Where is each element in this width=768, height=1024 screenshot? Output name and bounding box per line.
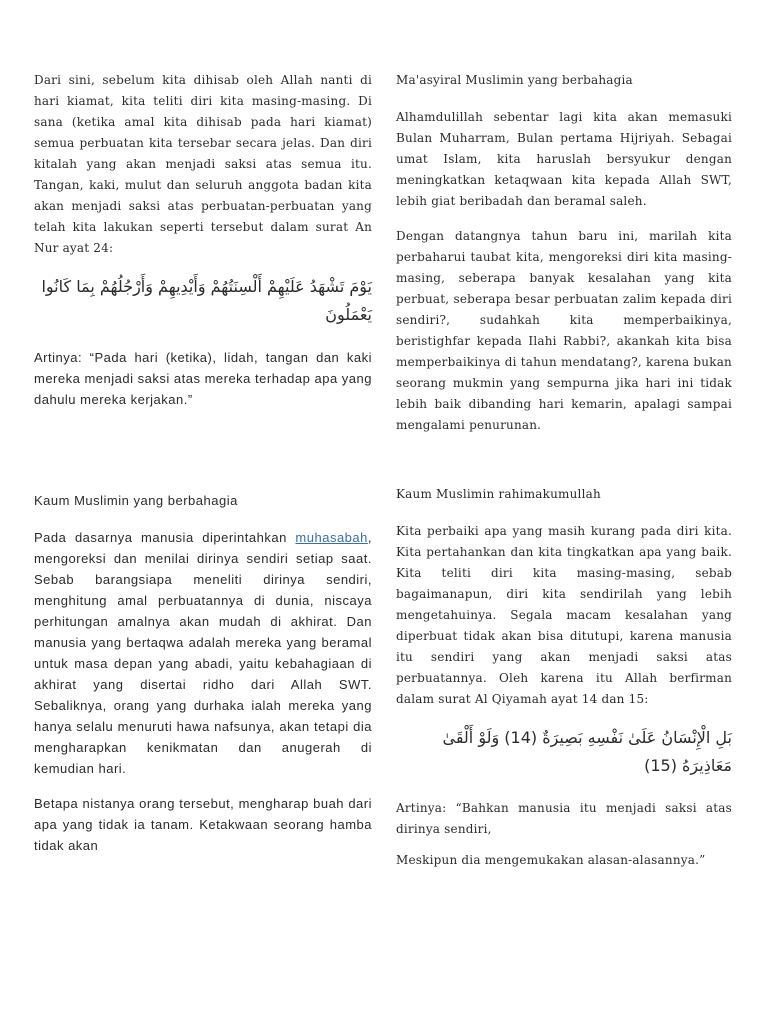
left-bottom-column	[34, 490, 372, 870]
right-bottom-column	[396, 484, 732, 885]
muhasabah-paragraph-start: Pada dasarnya manusia diperintahkan	[34, 530, 296, 545]
al-qiyamah-translation-1: Artinya: “Bahkan manusia itu menjadi saksi atas dirinya sendiri,	[396, 801, 732, 836]
right-top-column	[396, 70, 732, 450]
perbaiki-paragraph: Kita perbaiki apa yang masih kurang pada diri kita. Kita pertahankan dan kita tingkatkan apa yang baik. Kita teliti diri kita masing-masing, sebab bagaimanapun, diri kita sendirilah yang lebih mengetahuinya. Segala macam kesalahan yang diperbuat tidak akan bisa ditutupi, karena manusia itu sendiri yang akan menjadi saksi atas perbuatannya. Oleh karena itu Allah berfirman dalam surat Al Qiyamah ayat 14 dan 15:	[396, 524, 732, 706]
al-qiyamah-translation-2: Meskipun dia mengemukakan alasan-alasannya.”	[396, 853, 706, 867]
nistanya-paragraph: Betapa nistanya orang tersebut, mengharap buah dari apa yang tidak ia tanam. Ketakwaan seorang hamba tidak akan	[34, 796, 372, 853]
muharram-paragraph: Alhamdulillah sebentar lagi kita akan memasuki Bulan Muharram, Bulan pertama Hijriyah. Sebagai umat Islam, kita haruslah bersyukur dengan meningkatkan ketaqwaan kita kepada Allah SWT, lebih giat beribadah dan beramal saleh.	[396, 110, 732, 208]
arabic-verse-al-qiyamah: بَلِ الْإِنْسَانُ عَلَىٰ نَفْسِهِ بَصِيرَةٌ (14) وَلَوْ أَلْقَىٰ مَعَاذِيرَهُ (15)	[442, 728, 732, 775]
muhasabah-paragraph-rest: , mengoreksi dan menilai dirinya sendiri setiap saat. Sebab barangsiapa meneliti dirinya sendiri, menghitung amal perbuatannya di dunia, niscaya perhitungan amalnya akan mudah di akhirat. Dan manusia yang bertaqwa adalah mereka yang beramal untuk masa depan yang abadi, yaitu kebahagiaan di akhirat yang disertai ridho dari Allah SWT. Sebaliknya, orang yang durhaka ialah mereka yang hanya selalu menuruti hawa nafsunya, akan tetapi dia mengharapkan kenikmatan dan anugerah di kemudian hari.	[34, 530, 372, 776]
arabic-verse-an-nur: يَوْمَ تَشْهَدُ عَلَيْهِمْ أَلْسِنَتُهُمْ وَأَيْدِيهِمْ وَأَرْجُلُهُمْ بِمَا كَانُوا يَعْمَلُونَ	[41, 277, 372, 324]
an-nur-translation: Artinya: “Pada hari (ketika), lidah, tangan dan kaki mereka menjadi saksi atas mereka terhadap apa yang dahulu mereka kerjakan.”	[34, 350, 372, 407]
left-top-column	[34, 70, 372, 424]
muhasabah-paragraph	[34, 527, 372, 779]
intro-paragraph: Dari sini, sebelum kita dihisab oleh Allah nanti di hari kiamat, kita teliti diri kita masing-masing. Di sana (ketika amal kita dihisab pada hari kiamat) semua perbuatan kita tersebar secara jelas. Dan diri kitalah yang akan menjadi saksi atas semua itu. Tangan, kaki, mulut dan seluruh anggota badan kita akan menjadi saksi atas perbuatan-perbuatan yang telah kita lakukan seperti tersebut dalam surat An Nur ayat 24:	[34, 73, 372, 255]
section-heading-rahimakumullah: Kaum Muslimin rahimakumullah	[396, 487, 601, 501]
section-heading-masyiral: Ma'asyiral Muslimin yang berbahagia	[396, 73, 633, 87]
new-year-paragraph: Dengan datangnya tahun baru ini, marilah kita perbaharui taubat kita, mengoreksi diri kita masing-masing, seberapa banyak kesalahan yang kita perbuat, seberapa besar perbuatan zalim kepada diri sendiri?, sudahkah kita memperbaikinya, beristighfar kepada Ilahi Rabbi?, akankah kita bisa memperbaikinya di tahun mendatang?, karena bukan seorang mukmin yang sempurna jika hari ini tidak lebih baik dibanding hari kemarin, apalagi sampai mengalami penurunan.	[396, 229, 732, 432]
muhasabah-link[interactable]: muhasabah	[295, 530, 368, 545]
section-heading-kaum-muslimin: Kaum Muslimin yang berbahagia	[34, 493, 238, 508]
